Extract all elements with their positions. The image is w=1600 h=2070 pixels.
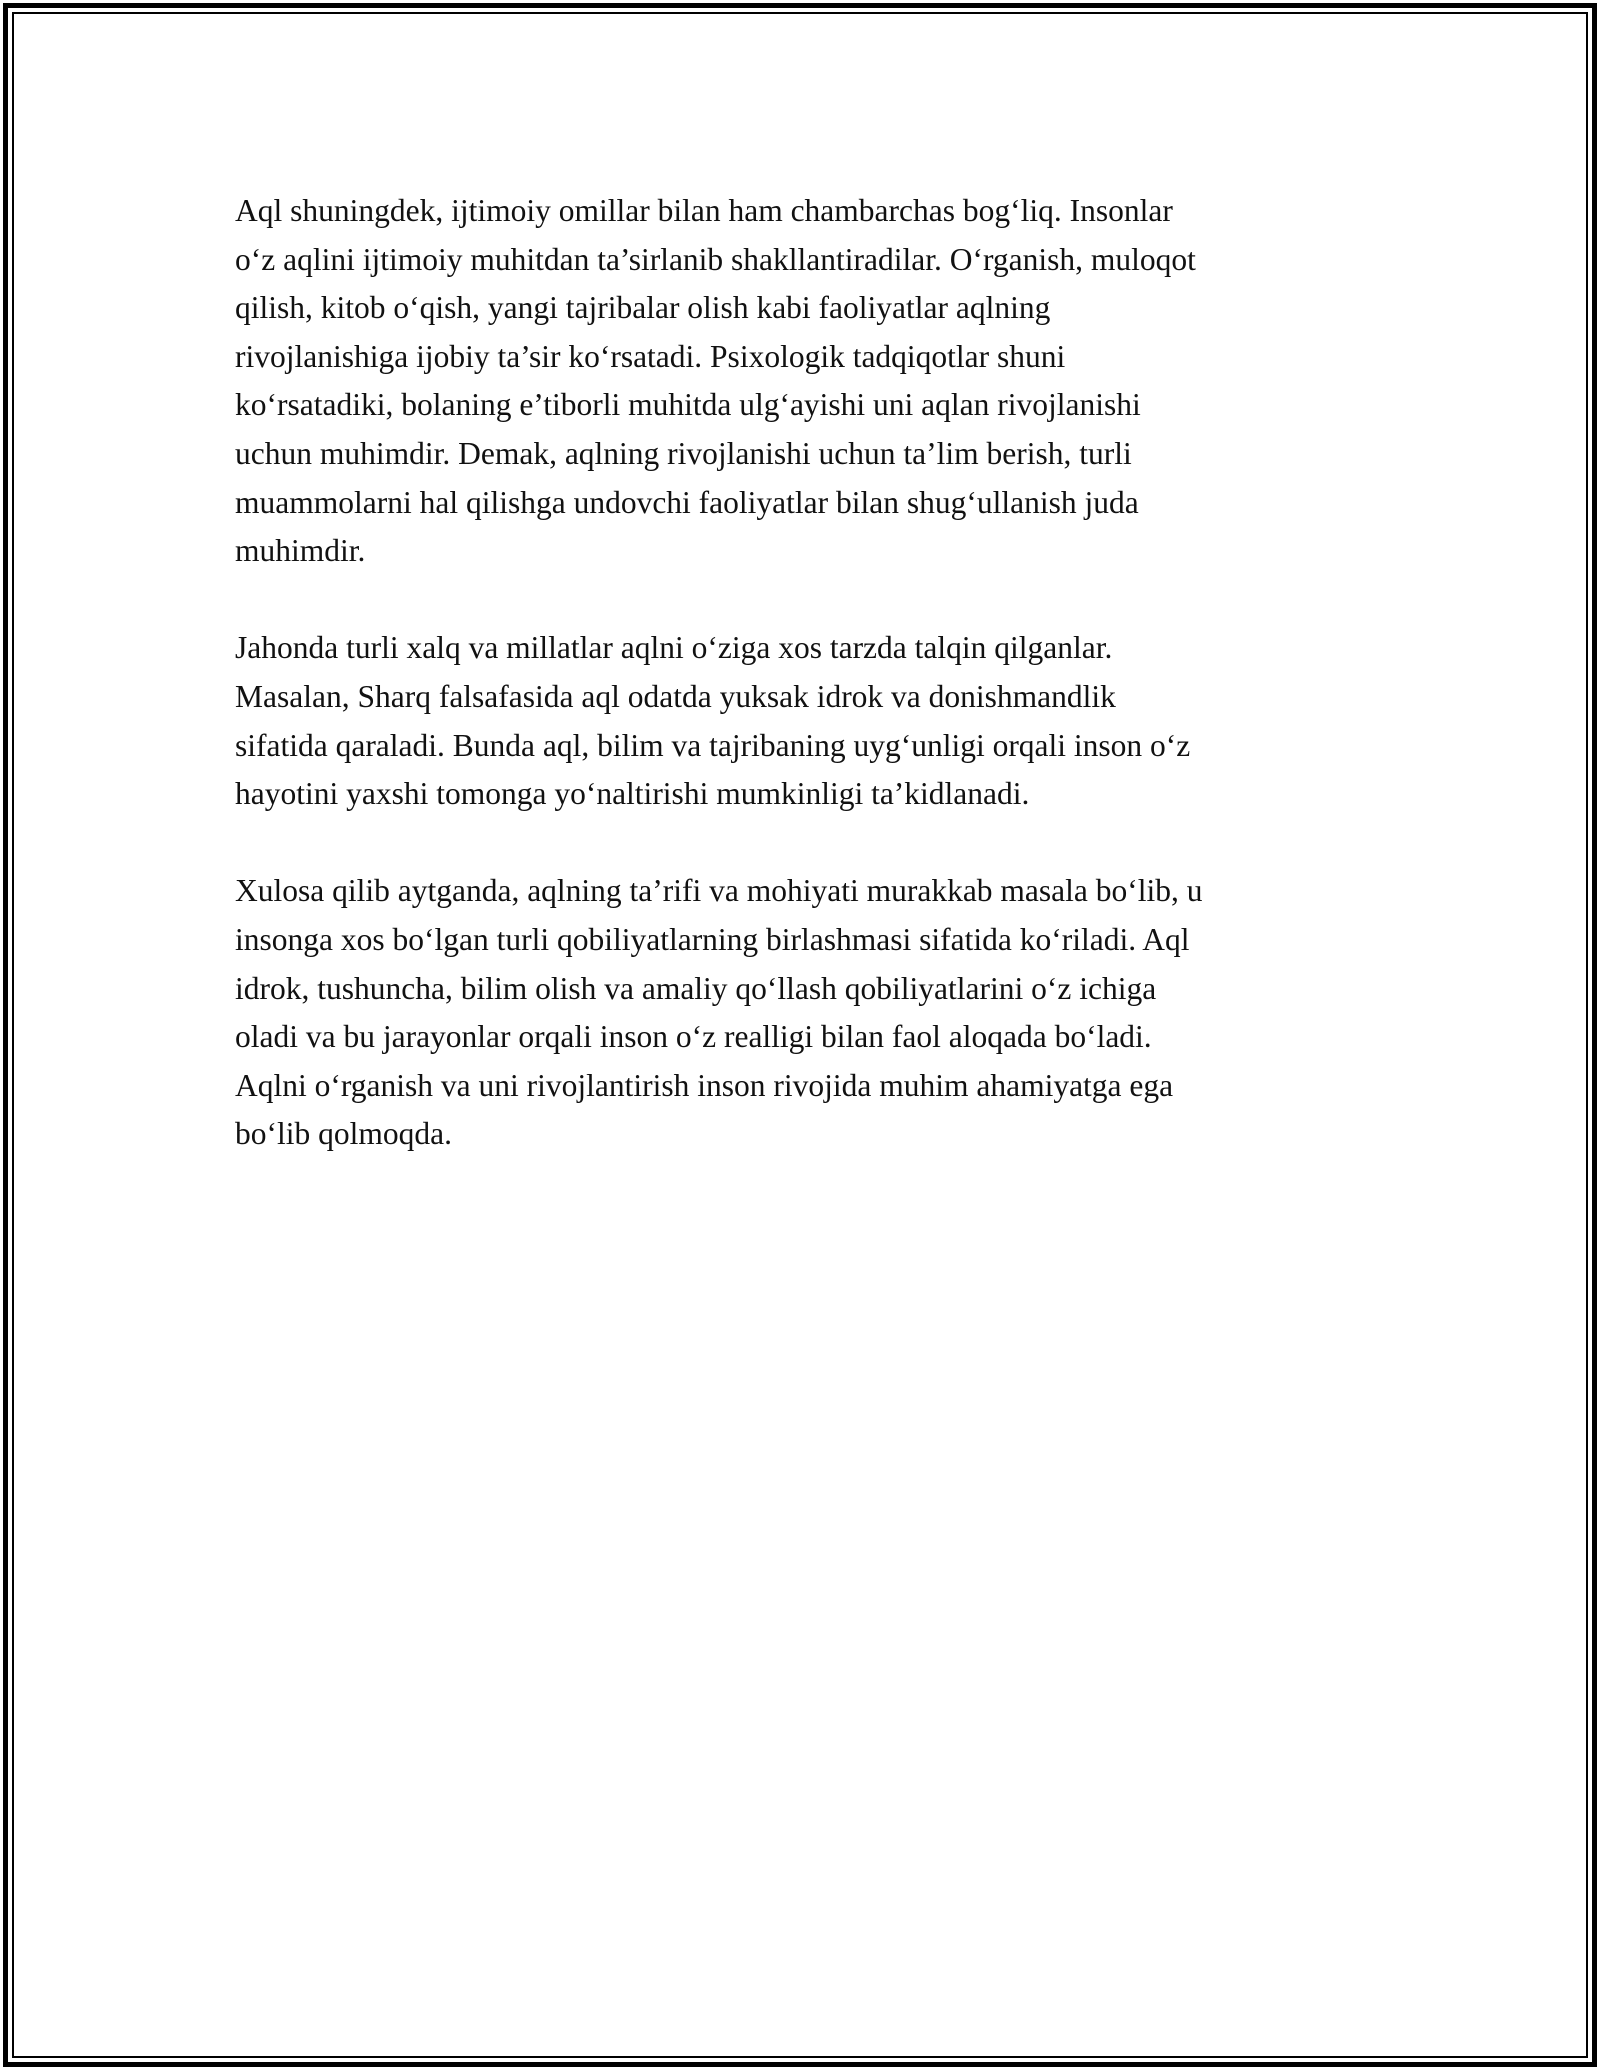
document-body — [235, 187, 1370, 1207]
paragraph-line: Aqlni o‘rganish va uni rivojlantirish inson rivojida muhim ahamiyatga ega — [235, 1067, 1174, 1103]
paragraph-3 — [235, 867, 1370, 1159]
paragraph-line: rivojlanishiga ijobiy ta’sir ko‘rsatadi. Psixologik tadqiqotlar shuni — [235, 338, 1066, 374]
paragraph-line: uchun muhimdir. Demak, aqlning rivojlanishi uchun ta’lim berish, turli — [235, 435, 1132, 471]
paragraph-line: Masalan, Sharq falsafasida aql odatda yuksak idrok va donishmandlik — [235, 678, 1116, 714]
paragraph-line: insonga xos bo‘lgan turli qobiliyatlarning birlashmasi sifatida ko‘riladi. Aql — [235, 921, 1190, 957]
paragraph-line: Xulosa qilib aytganda, aqlning ta’rifi va mohiyati murakkab masala bo‘lib, u — [235, 873, 1203, 909]
paragraph-line: sifatida qaraladi. Bunda aql, bilim va tajribaning uyg‘unligi orqali inson o‘z — [235, 727, 1191, 763]
paragraph-line: Aql shuningdek, ijtimoiy omillar bilan ham chambarchas bog‘liq. Insonlar — [235, 193, 1173, 228]
paragraph-line: Jahonda turli xalq va millatlar aqlni o‘ziga xos tarzda talqin qilganlar. — [235, 630, 1113, 666]
paragraph-line: muammolarni hal qilishga undovchi faoliyatlar bilan shug‘ullanish juda — [235, 484, 1139, 520]
paragraph-line: o‘z aqlini ijtimoiy muhitdan ta’sirlanib shakllantiradilar. O‘rganish, muloqot — [235, 241, 1196, 277]
paragraph-line: muhimdir. — [235, 533, 366, 569]
paragraph-1 — [235, 187, 1370, 576]
paragraph-line: ko‘rsatadiki, bolaning e’tiborli muhitda ulg‘ayishi uni aqlan rivojlanishi — [235, 387, 1141, 423]
paragraph-2 — [235, 624, 1370, 818]
paragraph-line: idrok, tushuncha, bilim olish va amaliy qo‘llash qobiliyatlarini o‘z ichiga — [235, 970, 1157, 1006]
paragraph-line: qilish, kitob o‘qish, yangi tajribalar olish kabi faoliyatlar aqlning — [235, 290, 1051, 326]
paragraph-line: oladi va bu jarayonlar orqali inson o‘z realligi bilan faol aloqada bo‘ladi. — [235, 1019, 1152, 1055]
paragraph-line: hayotini yaxshi tomonga yo‘naltirishi mumkinligi ta’kidlanadi. — [235, 776, 1030, 812]
paragraph-line: bo‘lib qolmoqda. — [235, 1116, 452, 1152]
